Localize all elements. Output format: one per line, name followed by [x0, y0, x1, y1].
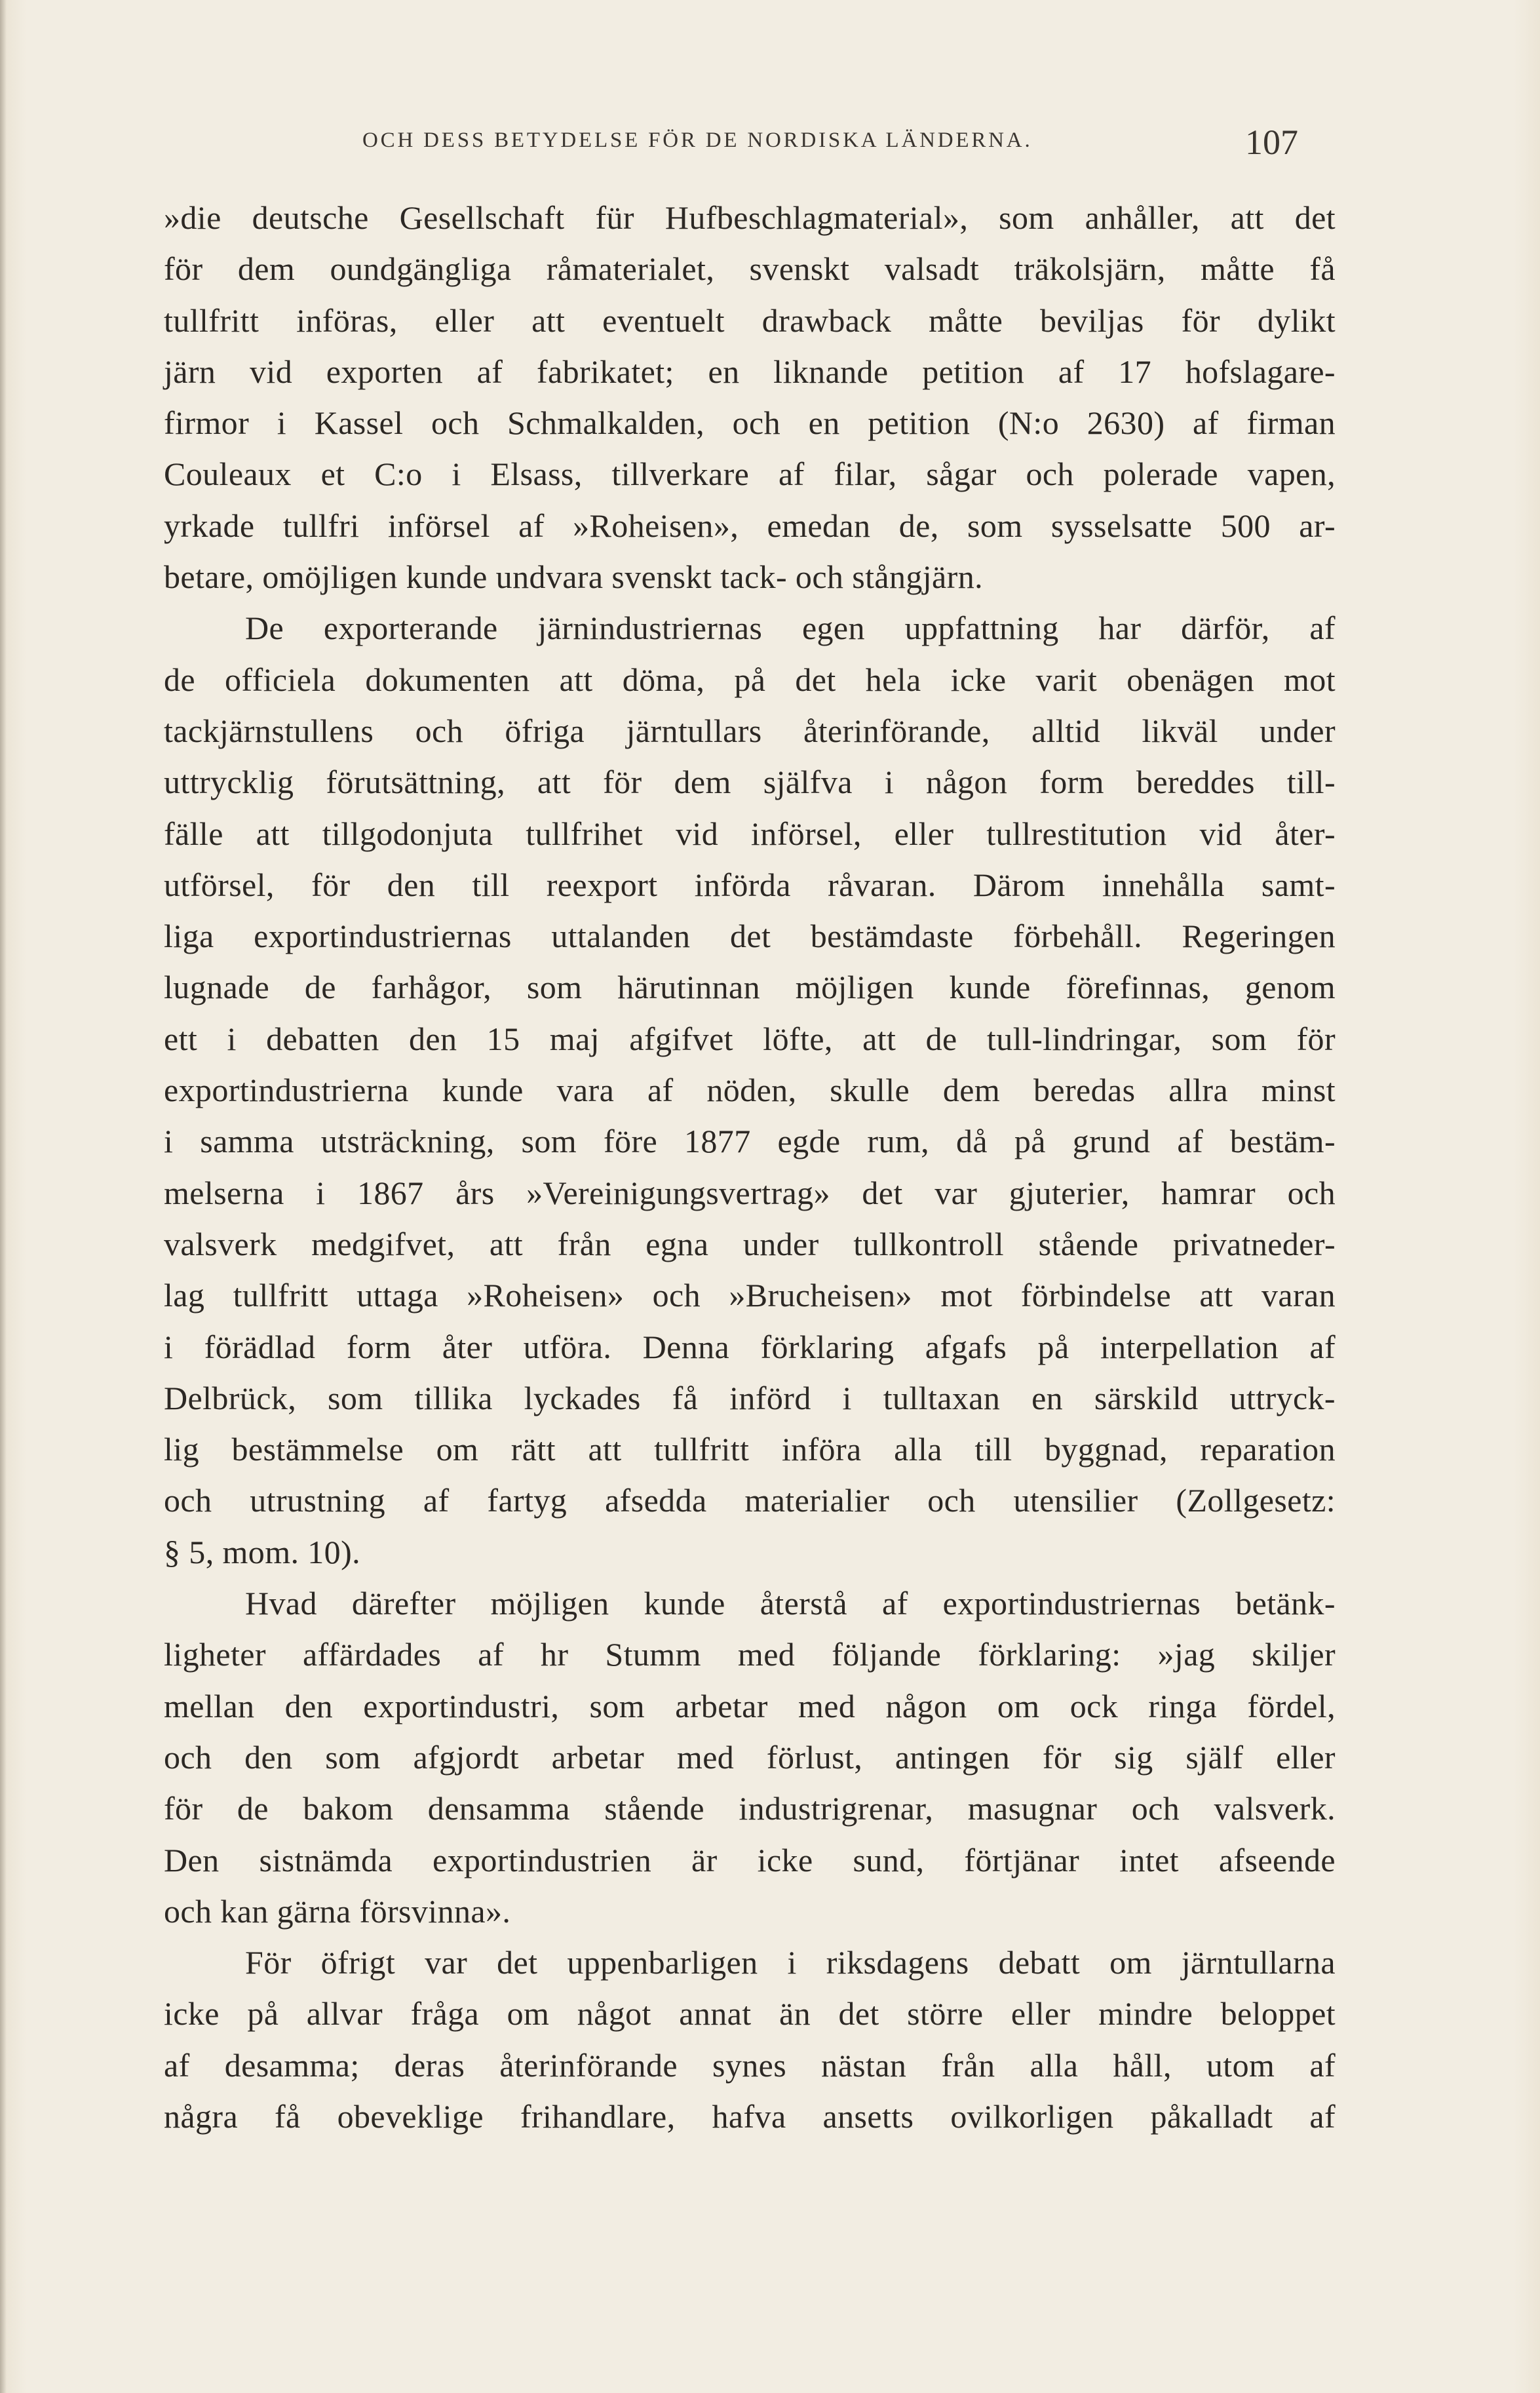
text-line: § 5, mom. 10). [164, 1533, 361, 1570]
text-line: af desamma; deras återinförande synes nästan från alla håll, utom af [164, 2046, 1336, 2084]
text-line: de officiela dokumenten att döma, på det hela icke varit obenägen mot [164, 661, 1336, 698]
text-line: och den som afgjordt arbetar med förlust, antingen för sig själf eller [164, 1738, 1336, 1776]
text-line: »die deutsche Gesellschaft für Hufbeschlagmaterial», som anhåller, att det [164, 199, 1336, 236]
text-line: Delbrück, som tillika lyckades få införd i tulltaxan en särskild uttryck- [164, 1379, 1336, 1416]
text-line: och utrustning af fartyg afsedda materialier och utensilier (Zollgesetz: [164, 1482, 1336, 1519]
text-line: i samma utsträckning, som före 1877 egde rum, då på grund af bestäm- [164, 1123, 1336, 1160]
text-line: exportindustrierna kunde vara af nöden, skulle dem beredas allra minst [164, 1072, 1336, 1109]
text-line: och kan gärna försvinna». [164, 1892, 511, 1930]
paragraph-first-line: Hvad därefter möjligen kunde återstå af exportindustriernas betänk- [245, 1585, 1336, 1622]
text-line: några få obeveklige frihandlare, hafva ansetts ovilkorligen påkalladt af [164, 2097, 1336, 2135]
text-line: tackjärnstullens och öfriga järntullars återinförande, alltid likväl under [164, 712, 1336, 749]
text-line: uttrycklig förutsättning, att för dem själfva i någon form bereddes till- [164, 764, 1336, 801]
text-line: i förädlad form åter utföra. Denna förklaring afgafs på interpellation af [164, 1328, 1336, 1365]
text-line: för de bakom densamma stående industrigrenar, masugnar och valsverk. [164, 1790, 1336, 1827]
text-line: mellan den exportindustri, som arbetar med någon om ock ringa fördel, [164, 1687, 1336, 1724]
text-line: lugnade de farhågor, som härutinnan möjligen kunde förefinnas, genom [164, 969, 1336, 1006]
text-line: melserna i 1867 års »Vereinigungsvertrag» det var gjuterier, hamrar och [164, 1174, 1336, 1211]
text-line: järn vid exporten af fabrikatet; en liknande petition af 17 hofslagare- [164, 353, 1336, 390]
text-line: betare, omöjligen kunde undvara svenskt tack- och stångjärn. [164, 558, 984, 596]
text-line: tullfritt införas, eller att eventuelt drawback måtte beviljas för dylikt [164, 302, 1336, 339]
paragraph-first-line: De exporterande järnindustriernas egen uppfattning har därför, af [245, 610, 1336, 647]
text-line: Den sistnämda exportindustrien är icke sund, förtjänar intet afseende [164, 1841, 1336, 1878]
text-line: fälle att tillgodonjuta tullfrihet vid införsel, eller tullrestitution vid åter- [164, 815, 1336, 852]
text-line: ligheter affärdades af hr Stumm med följande förklaring: »jag skiljer [164, 1636, 1336, 1673]
paragraph-first-line: För öfrigt var det uppenbarligen i riksdagens debatt om järntullarna [245, 1944, 1336, 1981]
text-line: utförsel, för den till reexport införda råvaran. Därom innehålla samt- [164, 866, 1336, 903]
text-line: för dem oundgängliga råmaterialet, svenskt valsadt träkolsjärn, måtte få [164, 250, 1336, 288]
body-text [164, 192, 1336, 2142]
text-line: icke på allvar fråga om något annat än det större eller mindre beloppet [164, 1995, 1336, 2033]
text-line: firmor i Kassel och Schmalkalden, och en petition (N:o 2630) af firman [164, 404, 1336, 442]
text-line: liga exportindustriernas uttalanden det bestämdaste förbehåll. Regeringen [164, 918, 1336, 955]
page-number: 107 [1245, 123, 1298, 162]
text-line: valsverk medgifvet, att från egna under tullkontroll stående privatneder- [164, 1225, 1336, 1262]
running-header: OCH DESS BETYDELSE FÖR DE NORDISKA LÄNDERNA. [362, 128, 1033, 152]
text-line: lag tullfritt uttaga »Roheisen» och »Brucheisen» mot förbindelse att varan [164, 1277, 1336, 1314]
text-line: yrkade tullfri införsel af »Roheisen», emedan de, som sysselsatte 500 ar- [164, 507, 1336, 544]
page-binding-shadow [0, 0, 7, 2393]
text-line: ett i debatten den 15 maj afgifvet löfte, att de tull-lindringar, som för [164, 1020, 1336, 1057]
text-line: lig bestämmelse om rätt att tullfritt införa alla till byggnad, reparation [164, 1431, 1336, 1468]
text-line: Couleaux et C:o i Elsass, tillverkare af filar, sågar och polerade vapen, [164, 456, 1336, 493]
